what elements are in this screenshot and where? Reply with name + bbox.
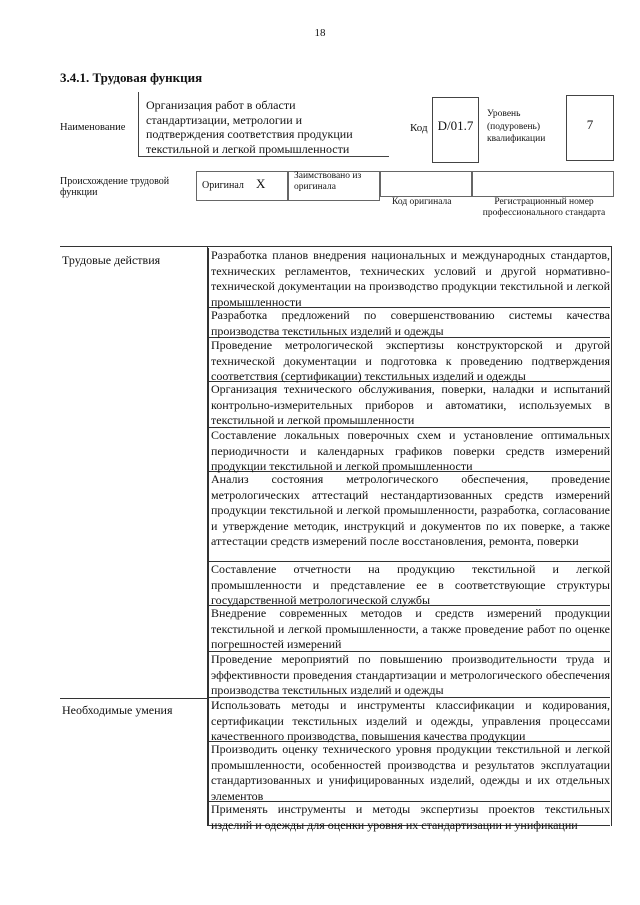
original-label: Оригинал bbox=[202, 180, 244, 191]
code-value: D/01.7 bbox=[437, 118, 474, 133]
code-original-cell bbox=[380, 171, 472, 197]
list-item: Разработка планов внедрения национальных и международных стандартов, технических регламентов, технических условий и другой нормативно-технической документации на производство продукции текстильной и легкой промышленности bbox=[208, 248, 610, 308]
code-label: Код bbox=[410, 122, 428, 134]
section-label-skills: Необходимые умения bbox=[62, 703, 173, 717]
list-item: Проведение мероприятий по повышению производительности труда и эффективности проведения стандартизации и метрологического обеспечения производства текстильных изделий и одежды bbox=[208, 652, 610, 698]
table-right-border bbox=[611, 246, 612, 826]
borrowed-label: Заимствовано из оригинала bbox=[294, 171, 362, 192]
list-item: Организация технического обслуживания, поверки, наладки и испытаний контрольно-измерительных приборов и автоматики, используемых в текстильной и легкой промышленности bbox=[208, 382, 610, 428]
level-value: 7 bbox=[586, 117, 594, 132]
name-label: Наименование bbox=[60, 122, 126, 133]
list-item: Использовать методы и инструменты классификации и кодирования, сертификации текстильных изделий и одежды, управления процессами качественного производства, повышения качества продукции bbox=[208, 698, 610, 742]
list-item: Составление отчетности на продукцию текстильной и легкой промышленности и представление ее в соответствующие структуры государственной метрологической службы bbox=[208, 562, 610, 606]
list-item: Производить оценку технического уровня продукции текстильной и легкой промышленности, особенностей производства и результатов эксплуатации стандартизованных и унифицированных изделий, одежды и их отдельных элементов bbox=[208, 742, 610, 802]
list-item: Разработка предложений по совершенствованию системы качества производства текстильных изделий и одежды bbox=[208, 308, 610, 338]
list-item: Внедрение современных методов и средств измерений продукции текстильной и легкой промышленности, а также проведение работ по оценке погрешностей измерений bbox=[208, 606, 610, 652]
section-title: 3.4.1. Трудовая функция bbox=[60, 70, 203, 85]
origin-label: Происхождение трудовой функции bbox=[60, 176, 170, 198]
list-item: Проведение метрологической экспертизы конструкторской и другой технической документации и подготовка к проведению подтверждения соответствия (сертификации) текстильных изделий и одежды bbox=[208, 338, 610, 382]
function-title: Организация работ в области стандартизации, метрологии и подтверждения соответствия продукции текстильной и легкой промышленности bbox=[146, 98, 353, 156]
list-item: Составление локальных поверочных схем и установление оптимальных периодичности и календарных графиков поверки средств измерений продукции текстильной и легкой промышленности bbox=[208, 428, 610, 472]
original-mark: X bbox=[256, 176, 266, 191]
reg-number-cell bbox=[472, 171, 614, 197]
list-item: Анализ состояния метрологического обеспечения, проведение метрологических аттестаций нестандартизованных средств измерений продукции текстильной и легкой промышленности, разработка, согласование и утверждение методик, инструкций и документов по их поверке, а также аттестации средств измерений после восстановления, ремонта, поверки bbox=[208, 472, 610, 562]
section-separator bbox=[60, 698, 208, 699]
section-label-actions: Трудовые действия bbox=[62, 253, 161, 267]
code-original-label: Код оригинала bbox=[392, 197, 452, 207]
page-number: 18 bbox=[314, 27, 326, 39]
level-label: Уровень (подуровень) квалификации bbox=[487, 109, 546, 144]
reg-number-label: Регистрационный номер профессионального стандарта bbox=[482, 197, 606, 218]
list-item: Применять инструменты и методы экспертизы проектов текстильных изделий и одежды для оценки уровня их стандартизации и унификации bbox=[208, 802, 610, 826]
table-top-border bbox=[60, 246, 612, 247]
